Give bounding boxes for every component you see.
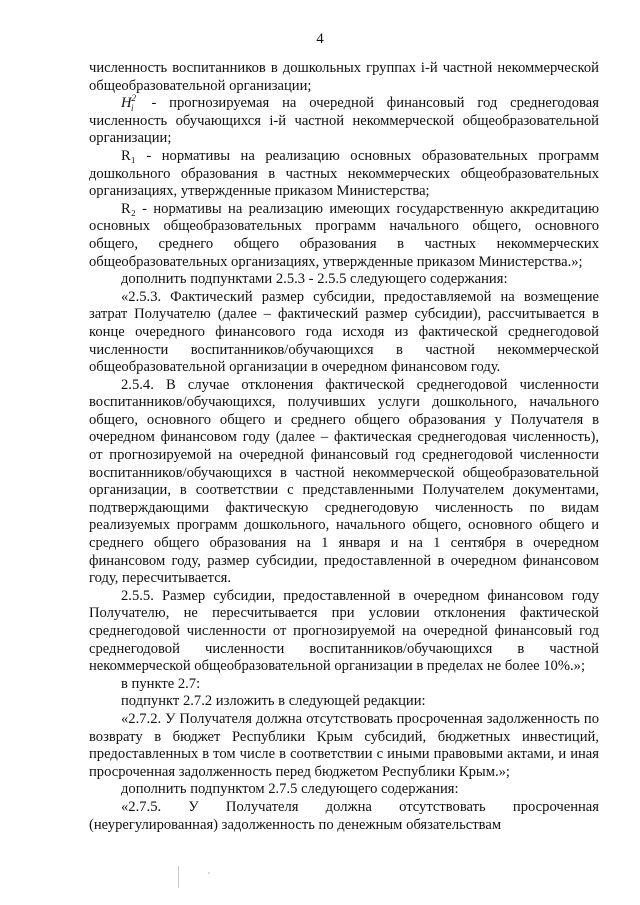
paragraph-6: «2.5.3. Фактический размер субсидии, предоставляемой на возмещение затрат Получателю (далее – фактический размер субсидии), рассчитывается в конце очередного финансового года исходя из фактической среднегодовой численности воспитанников/обучающихся в частной некоммерческой общеобразовательной организации в очередном финансовом году. xyxy=(89,288,599,376)
paragraph-9: в пункте 2.7: xyxy=(121,675,201,692)
page-number: 4 xyxy=(316,31,324,47)
formula-symbol: $H^2_i$ xyxy=(121,93,137,114)
scan-artifact-dot xyxy=(208,872,210,874)
paragraph-2: $H^2_i$ - прогнозируемая на очередной финансовый год среднегодовая численность обучающихся i-й частной некоммерческой общеобразовательной организации; xyxy=(89,93,599,147)
paragraph-12: дополнить подпунктом 2.7.5 следующего содержания: xyxy=(121,781,459,798)
paragraph-8: 2.5.5. Размер субсидии, предоставленной в очередном финансовом году Получателю, не пересчитывается при условии отклонения фактической среднегодовой численности от прогнозируемой на очередной финансовый год среднегодовой численности воспитанников/обучающихся в частной некоммерческой общеобразовательной организации в пределах не более 10%.»; xyxy=(89,587,599,675)
paragraph-11: «2.7.2. У Получателя должна отсутствовать просроченная задолженность по возврату в бюджет Республики Крым субсидий, бюджетных инвестиций, предоставленных в том числе в соответствии с иными правовыми актами, и иная просроченная задолженность перед бюджетом Республики Крым.»; xyxy=(89,710,599,780)
paragraph-4: R₂ - нормативы на реализацию имеющих государственную аккредитацию основных общеобразовательных программ начального общего, основного общего, среднего общего образования в частных некоммерческих общеобразовательных организациях, утвержденные приказом Министерства.»; xyxy=(89,200,599,270)
paragraph-3: R₁ - нормативы на реализацию основных образовательных программ дошкольного образования в частных некоммерческих общеобразовательных организациях, утвержденные приказом Министерства; xyxy=(89,147,599,200)
paragraph-13: «2.7.5. У Получателя должна отсутствовать просроченная (неурегулированная) задолженность по денежным обязательствам xyxy=(89,798,599,833)
paragraph-7: 2.5.4. В случае отклонения фактической среднегодовой численности воспитанников/обучающихся, получивших услуги дошкольного, начального общего, основного общего и среднего общего образования у Получателя в очередном финансовом году (далее – фактическая среднегодовая численность), от прогнозируемой на очередной финансовый год среднегодовой численности воспитанников/обучающихся в частной некоммерческой общеобразовательной организации, в соответствии с представленными Получателем документами, подтверждающими фактическую среднегодовую численность по видам реализуемых программ дошкольного, начального общего, основного общего и среднего общего образования на 1 января и на 1 сентября в очередном финансовом году, размер субсидии, предоставленной в очередном финансовом году, пересчитывается. xyxy=(89,376,599,587)
scan-artifact-line xyxy=(178,866,179,888)
paragraph-5: дополнить подпунктами 2.5.3 - 2.5.5 следующего содержания: xyxy=(121,271,508,288)
document-body xyxy=(89,60,599,834)
paragraph-1: численность воспитанников в дошкольных группах i-й частной некоммерческой общеобразовательной организации; xyxy=(89,60,599,94)
paragraph-10: подпункт 2.7.2 изложить в следующей редакции: xyxy=(121,693,426,710)
